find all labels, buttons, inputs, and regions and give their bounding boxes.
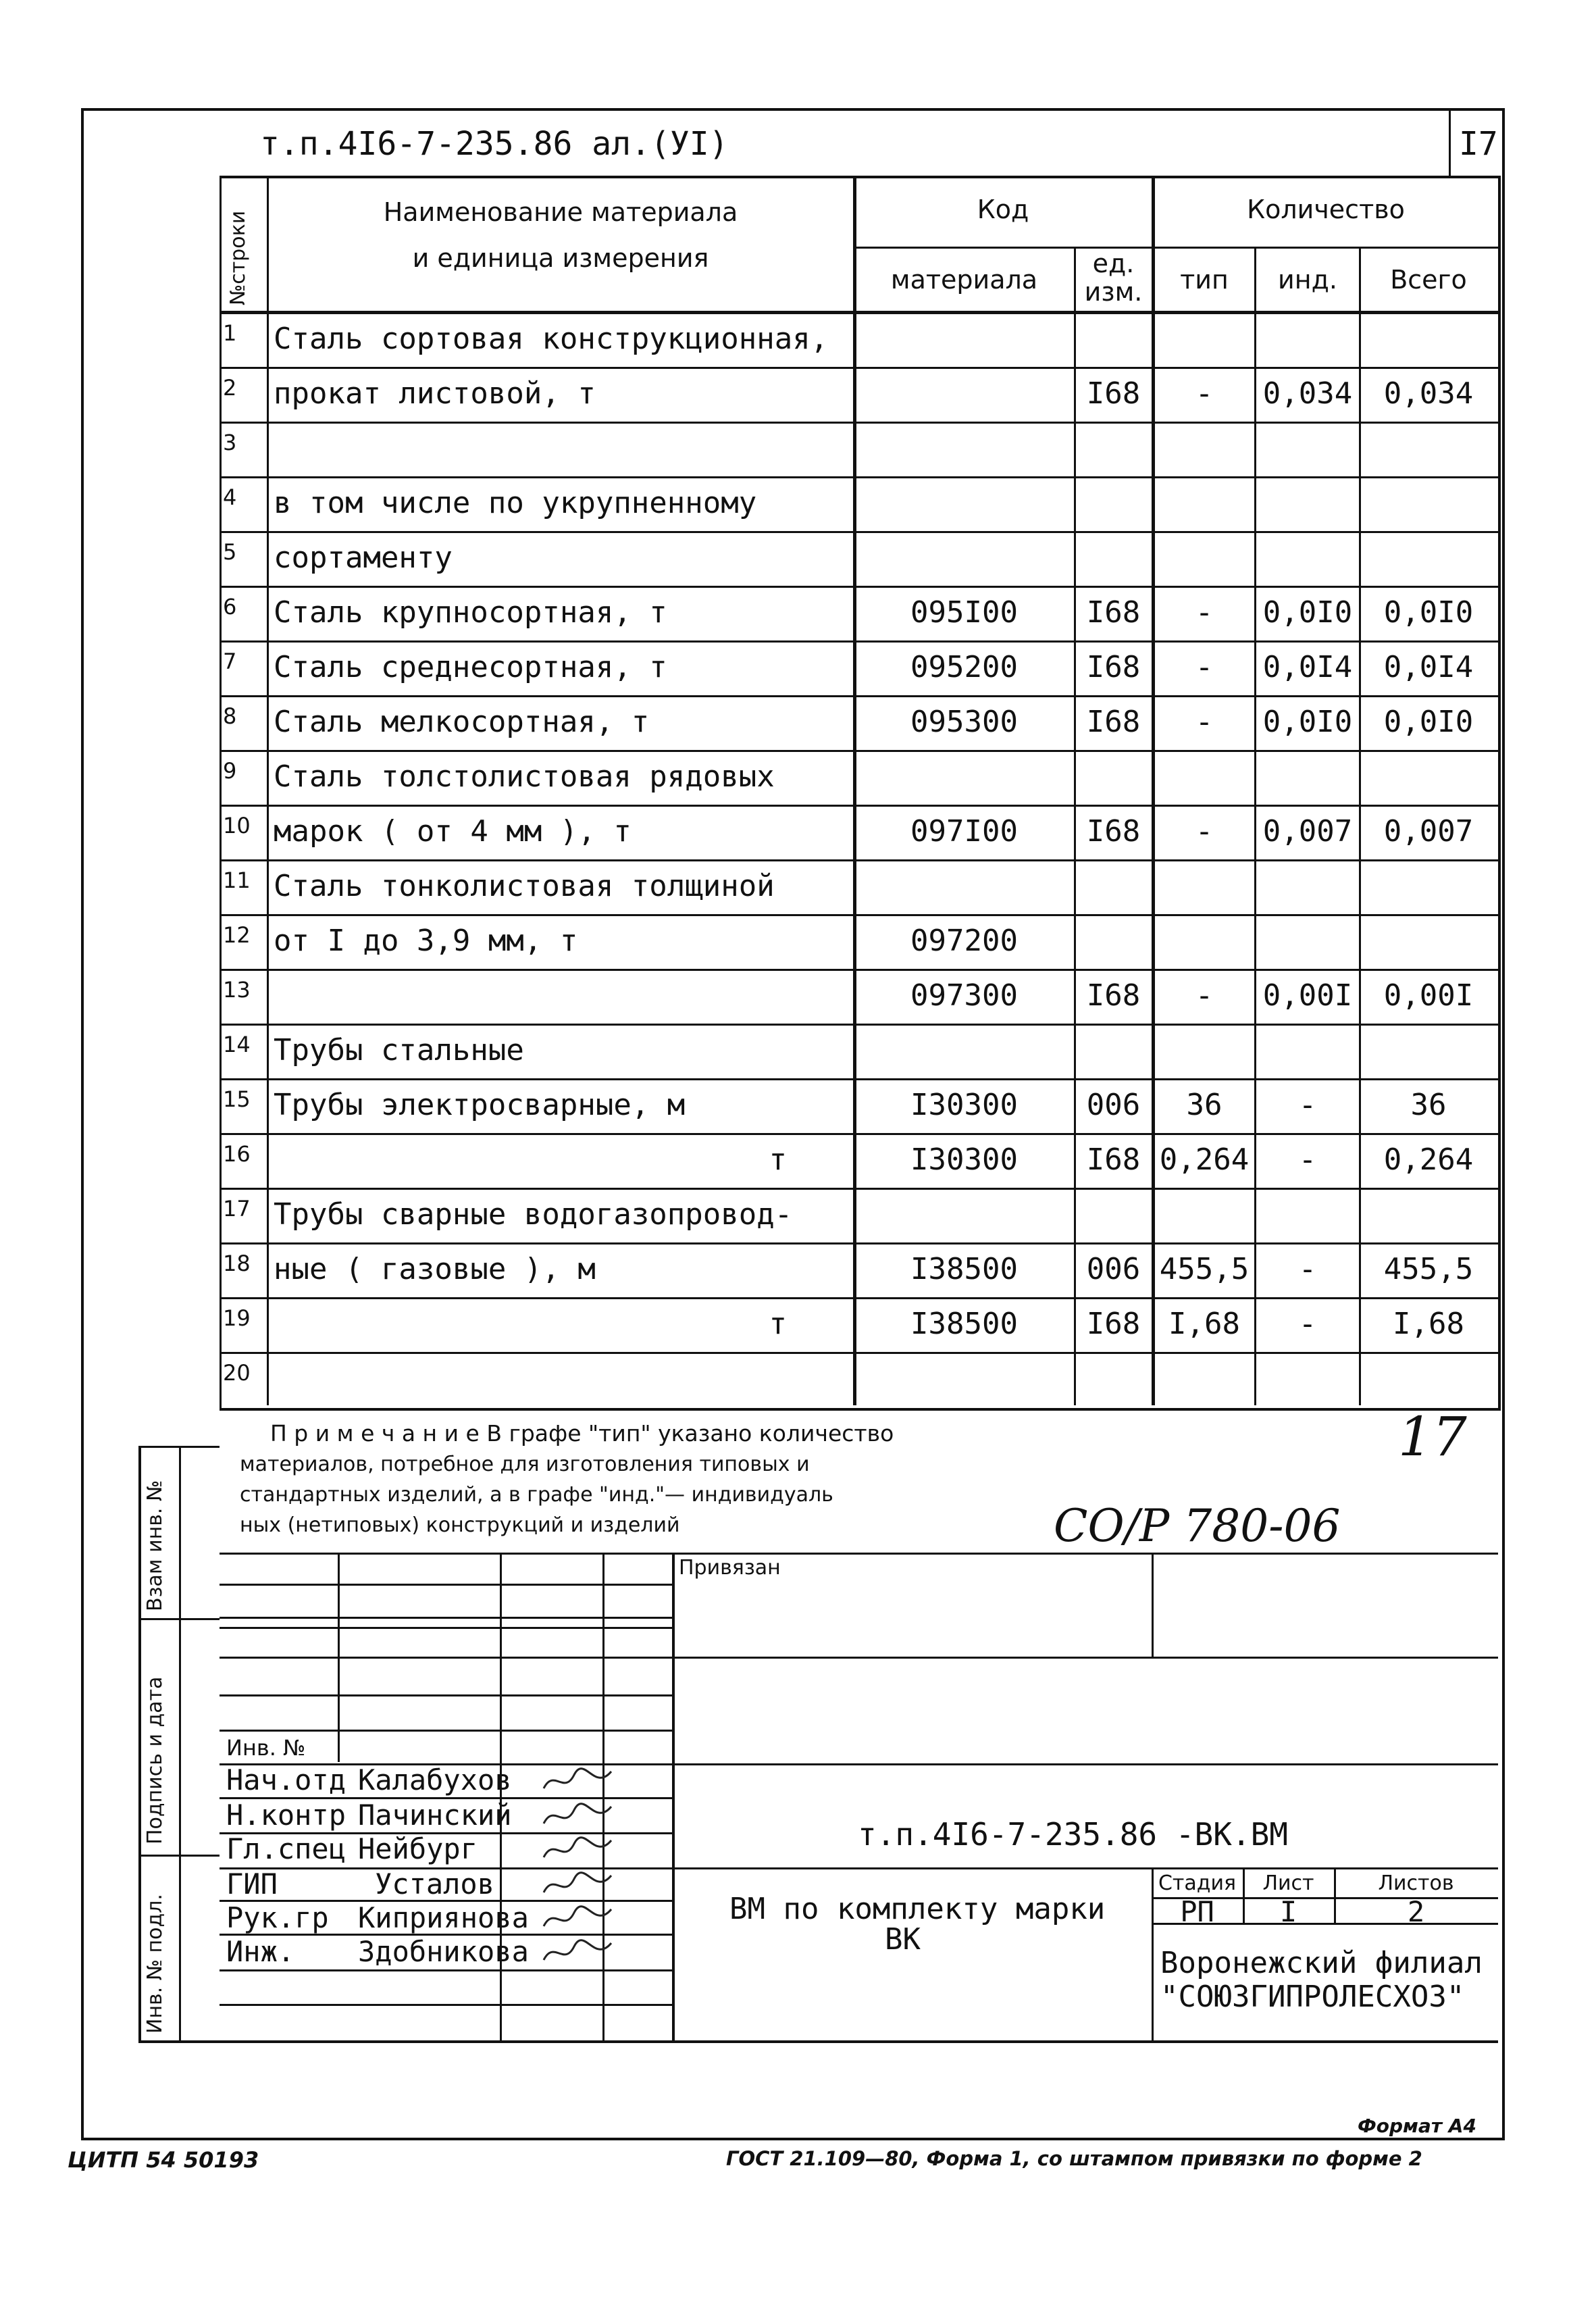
cell-name: Трубы электросварные, м: [274, 1088, 686, 1122]
row-separator: [220, 1133, 1498, 1135]
cell-unit: 006: [1086, 1088, 1141, 1122]
sheet-number: I7: [1459, 125, 1498, 163]
signature-scribble: [540, 1936, 615, 1970]
row-separator: [220, 1352, 1498, 1354]
row-separator: [220, 1078, 1498, 1080]
privyazan-label: Привязан: [679, 1556, 781, 1580]
handwritten-number: 17: [1398, 1405, 1467, 1468]
side-label-podpis: Подпись и дата: [143, 1676, 167, 1844]
cell-type: I,68: [1168, 1307, 1240, 1341]
cell-n: 7: [223, 649, 237, 674]
header-divider: [1449, 108, 1451, 176]
cell-ind: -: [1298, 1088, 1317, 1122]
signatory-name: Здобникова: [358, 1935, 529, 1968]
cell-name: т: [769, 1307, 787, 1341]
note-line-1: П р и м е ч а н и е В графе "тип" указано количество: [270, 1420, 894, 1447]
signatory-name: Калабухов: [358, 1763, 512, 1796]
row-separator: [220, 969, 1498, 971]
cell-total: 0,264: [1383, 1142, 1474, 1177]
header-unit-1: ед.: [1092, 249, 1135, 278]
cell-name: от I до 3,9 мм, т: [274, 924, 578, 958]
cell-unit: I68: [1086, 814, 1141, 849]
cell-unit: I68: [1086, 1307, 1141, 1341]
signature-scribble: [540, 1800, 615, 1834]
cell-n: 1: [223, 320, 237, 346]
row-separator: [220, 640, 1498, 643]
stage-value: РП: [1180, 1895, 1214, 1928]
cell-name: Сталь мелкосортная, т: [274, 705, 650, 739]
cell-n: 20: [223, 1360, 251, 1386]
cell-n: 11: [223, 867, 251, 893]
cell-name: сортаменту: [274, 540, 453, 575]
cell-name: Трубы сварные водогазопровод-: [274, 1197, 793, 1232]
cell-ind: 0,034: [1262, 376, 1353, 411]
stamp-title-line2: ВК: [885, 1922, 921, 1957]
cell-code: 095300: [910, 705, 1018, 739]
cell-total: 36: [1410, 1088, 1447, 1122]
row-separator: [220, 1024, 1498, 1026]
signature-scribble: [540, 1834, 615, 1867]
cell-total: 0,034: [1383, 376, 1474, 411]
header-ind: инд.: [1278, 265, 1337, 295]
cell-code: I30300: [910, 1142, 1018, 1177]
signatory-role: ГИП: [226, 1867, 278, 1901]
cell-name: в том числе по укрупненному: [274, 486, 757, 520]
cell-ind: 0,0I4: [1262, 650, 1353, 684]
cell-n: 3: [223, 430, 237, 455]
header-name-line1: Наименование материала: [383, 197, 738, 227]
row-separator: [220, 859, 1498, 861]
cell-n: 14: [223, 1032, 251, 1057]
sheet-label: Лист: [1262, 1871, 1314, 1895]
cell-name: Сталь толстолистовая рядовых: [274, 759, 775, 794]
note-line-2: материалов, потребное для изготовления типовых и: [240, 1453, 810, 1476]
header-name-line2: и единица измерения: [412, 243, 709, 273]
signatory-name: Пачинский: [358, 1799, 512, 1832]
cell-name: ные ( газовые ), м: [274, 1252, 596, 1286]
cell-code: I38500: [910, 1252, 1018, 1286]
footer-left: ЦИТП 54 50193: [68, 2147, 259, 2173]
stage-label: Стадия: [1158, 1871, 1237, 1895]
handwritten-code: СО/Р 780-06: [1054, 1500, 1341, 1552]
cell-total: 0,0I4: [1383, 650, 1474, 684]
cell-total: 0,0I0: [1383, 595, 1474, 630]
cell-unit: I68: [1086, 595, 1141, 630]
cell-name: марок ( от 4 мм ), т: [274, 814, 632, 849]
cell-n: 16: [223, 1141, 251, 1167]
row-separator: [220, 695, 1498, 697]
cell-name: Сталь тонколистовая толщиной: [274, 869, 775, 903]
signatory-role: Инж.: [226, 1935, 295, 1968]
signatory-name: Нейбург: [358, 1832, 478, 1865]
cell-type: -: [1195, 814, 1214, 849]
cell-name: т: [769, 1142, 787, 1177]
footer-format: Формат А4: [1358, 2115, 1476, 2137]
row-separator: [220, 367, 1498, 369]
cell-code: 095200: [910, 650, 1018, 684]
cell-type: 455,5: [1159, 1252, 1250, 1286]
cell-n: 8: [223, 703, 237, 729]
cell-n: 15: [223, 1086, 251, 1112]
cell-ind: -: [1298, 1252, 1317, 1286]
cell-n: 10: [223, 813, 251, 838]
cell-unit: I68: [1086, 376, 1141, 411]
cell-code: 095I00: [910, 595, 1018, 630]
row-separator: [220, 750, 1498, 752]
footer-gost: ГОСТ 21.109—80, Форма 1, со штампом привязки по форме 2: [726, 2147, 1422, 2170]
side-strip-mid: [179, 1446, 181, 2040]
stamp-col-5: [1152, 1553, 1154, 1657]
header-code: Код: [977, 195, 1029, 224]
cell-code: 097300: [910, 978, 1018, 1013]
cell-total: 455,5: [1383, 1252, 1474, 1286]
row-separator: [220, 805, 1498, 807]
header-total: Всего: [1390, 265, 1467, 295]
note-line-3: стандартных изделий, а в графе "инд."— индивидуаль: [240, 1483, 833, 1507]
cell-name: Сталь среднесортная, т: [274, 650, 667, 684]
cell-n: 2: [223, 375, 237, 401]
cell-unit: I68: [1086, 1142, 1141, 1177]
sheet-value: I: [1279, 1895, 1297, 1928]
header-unit-2: изм.: [1084, 277, 1143, 307]
col-line-unit: [1152, 176, 1155, 1405]
stamp-top-line: [220, 1553, 1498, 1555]
cell-n: 19: [223, 1305, 251, 1331]
signatory-role: Нач.отд: [226, 1763, 346, 1796]
side-label-inv-podl: Инв. № подл.: [143, 1894, 167, 2034]
col-line-name: [853, 176, 856, 1405]
signatory-role: Гл.спец: [226, 1832, 346, 1865]
cell-unit: I68: [1086, 650, 1141, 684]
cell-name: прокат листовой, т: [274, 376, 596, 411]
header-type: тип: [1180, 265, 1229, 295]
cell-type: -: [1195, 650, 1214, 684]
signatory-role: Рук.гр: [226, 1901, 329, 1934]
header-doc-code: т.п.4I6-7-235.86 ал.(УI): [260, 125, 729, 163]
cell-ind: -: [1298, 1142, 1317, 1177]
header-bottom-line: [220, 311, 1498, 314]
org-line1: Воронежский филиал: [1160, 1946, 1483, 1980]
header-rownum: №строки: [226, 210, 250, 305]
row-separator: [220, 914, 1498, 916]
row-separator: [220, 422, 1498, 424]
row-separator: [220, 1188, 1498, 1190]
cell-total: 0,0I0: [1383, 705, 1474, 739]
inv-no-label: Инв. №: [226, 1735, 306, 1761]
cell-n: 4: [223, 484, 237, 510]
cell-type: 0,264: [1159, 1142, 1250, 1177]
cell-ind: -: [1298, 1307, 1317, 1341]
cell-n: 13: [223, 977, 251, 1003]
cell-ind: 0,007: [1262, 814, 1353, 849]
signature-scribble: [540, 1903, 615, 1936]
sheets-label: Листов: [1378, 1871, 1454, 1895]
side-strip-left: [138, 1446, 141, 2040]
cell-n: 18: [223, 1251, 251, 1276]
cell-ind: 0,00I: [1262, 978, 1353, 1013]
cell-type: -: [1195, 705, 1214, 739]
signatory-role: Н.контр: [226, 1799, 346, 1832]
cell-name: Сталь крупносортная, т: [274, 595, 667, 630]
signatory-name: Киприянова: [358, 1901, 529, 1934]
cell-unit: 006: [1086, 1252, 1141, 1286]
cell-unit: I68: [1086, 705, 1141, 739]
cell-n: 12: [223, 922, 251, 948]
header-subline: [853, 247, 1498, 249]
row-separator: [220, 1297, 1498, 1299]
signature-scribble: [540, 1869, 615, 1903]
cell-unit: I68: [1086, 978, 1141, 1013]
stamp-bottom-line: [138, 2040, 1498, 2043]
cell-code: I38500: [910, 1307, 1018, 1341]
row-separator: [220, 1242, 1498, 1244]
cell-type: -: [1195, 978, 1214, 1013]
cell-type: -: [1195, 376, 1214, 411]
stamp-doc-code: т.п.4I6-7-235.86 -ВК.ВМ: [858, 1816, 1288, 1853]
cell-n: 6: [223, 594, 237, 620]
header-quantity: Количество: [1247, 195, 1405, 224]
org-line2: "СОЮЗГИПРОЛЕСХОЗ": [1160, 1980, 1465, 2014]
row-separator: [220, 476, 1498, 478]
cell-n: 5: [223, 539, 237, 565]
cell-ind: 0,0I0: [1262, 595, 1353, 630]
row-separator: [220, 531, 1498, 533]
stamp-col-4: [672, 1553, 675, 2040]
cell-ind: 0,0I0: [1262, 705, 1353, 739]
sheets-value: 2: [1407, 1895, 1425, 1928]
note-line-4: ных (нетиповых) конструкций и изделий: [240, 1513, 680, 1537]
cell-n: 17: [223, 1196, 251, 1222]
cell-n: 9: [223, 758, 237, 784]
row-separator: [220, 586, 1498, 588]
cell-total: I,68: [1393, 1307, 1464, 1341]
cell-total: 0,00I: [1383, 978, 1474, 1013]
cell-code: I30300: [910, 1088, 1018, 1122]
cell-type: 36: [1186, 1088, 1222, 1122]
cell-code: 097200: [910, 924, 1018, 958]
cell-total: 0,007: [1383, 814, 1474, 849]
cell-type: -: [1195, 595, 1214, 630]
col-line-rownum: [267, 176, 269, 1405]
cell-name: Трубы стальные: [274, 1033, 524, 1067]
stamp-title-line1: ВМ по комплекту марки: [729, 1892, 1106, 1926]
signature-scribble: [540, 1765, 615, 1799]
cell-code: 097I00: [910, 814, 1018, 849]
stamp-line-4: [220, 1657, 1498, 1659]
side-label-vzam: Взам инв. №: [143, 1480, 167, 1611]
stamp-col-1: [338, 1553, 340, 1762]
header-material: материала: [890, 265, 1038, 295]
cell-name: Сталь сортовая конструкционная,: [274, 322, 829, 356]
signatory-name: Усталов: [375, 1867, 495, 1901]
